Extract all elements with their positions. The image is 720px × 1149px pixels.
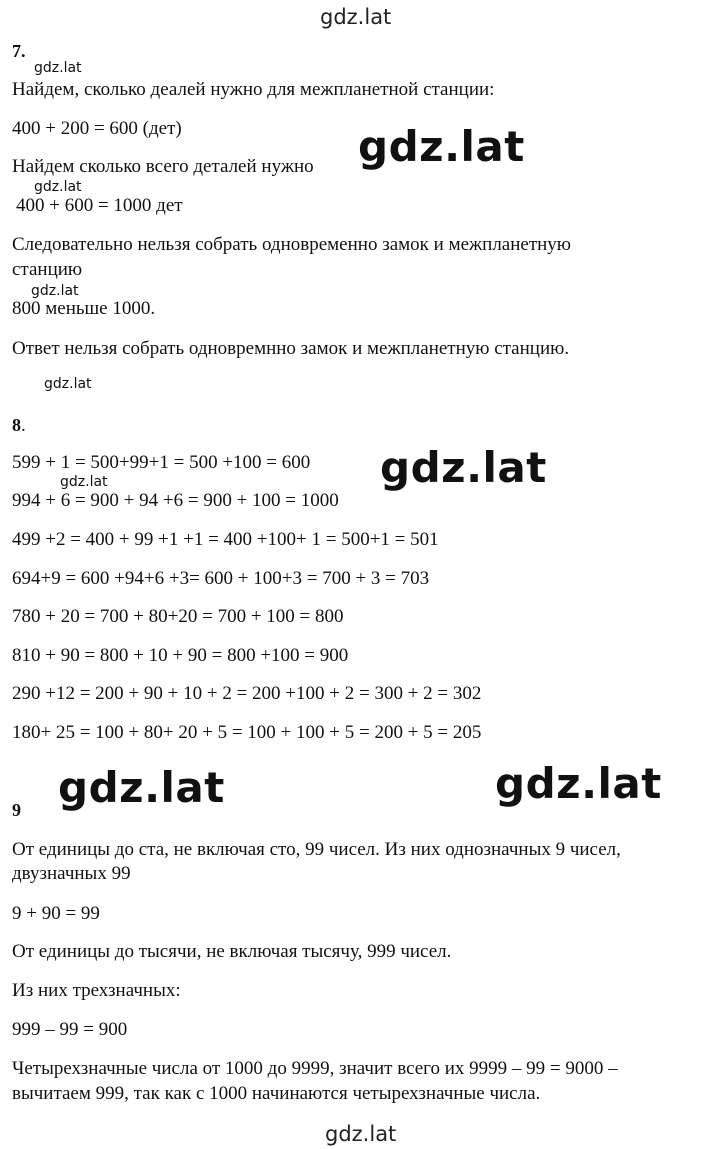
watermark-large: gdz.lat bbox=[58, 763, 225, 812]
watermark-top: gdz.lat bbox=[320, 5, 392, 29]
text-line: Из них трехзначных: bbox=[12, 980, 181, 1001]
equation-line: 290 +12 = 200 + 90 + 10 + 2 = 200 +100 + 2 = 300 + 2 = 302 bbox=[12, 683, 482, 704]
watermark-small: gdz.lat bbox=[31, 283, 79, 299]
section-8-number: 8 bbox=[12, 415, 21, 435]
equation-line: 994 + 6 = 900 + 94 +6 = 900 + 100 = 1000 bbox=[12, 490, 339, 511]
text-line: двузначных 99 bbox=[12, 863, 131, 884]
watermark-large: gdz.lat bbox=[495, 759, 662, 808]
watermark-large: gdz.lat bbox=[380, 443, 547, 492]
text-line: вычитаем 999, так как с 1000 начинаются четырехзначные числа. bbox=[12, 1083, 541, 1104]
equation-line: 499 +2 = 400 + 99 +1 +1 = 400 +100+ 1 = 500+1 = 501 bbox=[12, 529, 439, 550]
equation-line: 9 + 90 = 99 bbox=[12, 903, 100, 924]
equation-line: 400 + 600 = 1000 дет bbox=[16, 195, 183, 216]
watermark-small: gdz.lat bbox=[60, 474, 108, 490]
equation-line: 810 + 90 = 800 + 10 + 90 = 800 +100 = 900 bbox=[12, 645, 349, 666]
text-line: От единицы до ста, не включая сто, 99 чисел. Из них однозначных 9 чисел, bbox=[12, 839, 621, 860]
text-line: Четырехзначные числа от 1000 до 9999, значит всего их 9999 – 99 = 9000 – bbox=[12, 1058, 618, 1079]
text-line: Найдем сколько всего деталей нужно bbox=[12, 156, 314, 177]
watermark-large: gdz.lat bbox=[358, 122, 525, 171]
text-line: От единицы до тысячи, не включая тысячу, 999 чисел. bbox=[12, 941, 452, 962]
answer-line: Ответ нельзя собрать одновремнно замок и межпланетную станцию. bbox=[12, 338, 570, 359]
text-line: станцию bbox=[12, 259, 83, 280]
section-8-heading bbox=[12, 413, 26, 438]
equation-line: 180+ 25 = 100 + 80+ 20 + 5 = 100 + 100 + 5 = 200 + 5 = 205 bbox=[12, 722, 482, 743]
equation-line: 694+9 = 600 +94+6 +3= 600 + 100+3 = 700 + 3 = 703 bbox=[12, 568, 430, 589]
equation-line: 780 + 20 = 700 + 80+20 = 700 + 100 = 800 bbox=[12, 606, 344, 627]
section-8-period: . bbox=[21, 415, 26, 436]
text-line: Найдем, сколько деалей нужно для межпланетной станции: bbox=[12, 79, 495, 100]
equation-line: 599 + 1 = 500+99+1 = 500 +100 = 600 bbox=[12, 452, 311, 473]
watermark-bottom: gdz.lat bbox=[325, 1122, 397, 1146]
watermark-small: gdz.lat bbox=[34, 60, 82, 76]
equation-line: 999 – 99 = 900 bbox=[12, 1019, 128, 1040]
section-7-heading: 7. bbox=[12, 41, 26, 61]
section-9-heading: 9 bbox=[12, 800, 21, 820]
watermark-small: gdz.lat bbox=[34, 179, 82, 195]
text-line: Следовательно нельзя собрать одновременно замок и межпланетную bbox=[12, 234, 571, 255]
watermark-small: gdz.lat bbox=[44, 376, 92, 392]
text-line: 800 меньше 1000. bbox=[12, 298, 156, 319]
equation-line: 400 + 200 = 600 (дет) bbox=[12, 118, 182, 139]
